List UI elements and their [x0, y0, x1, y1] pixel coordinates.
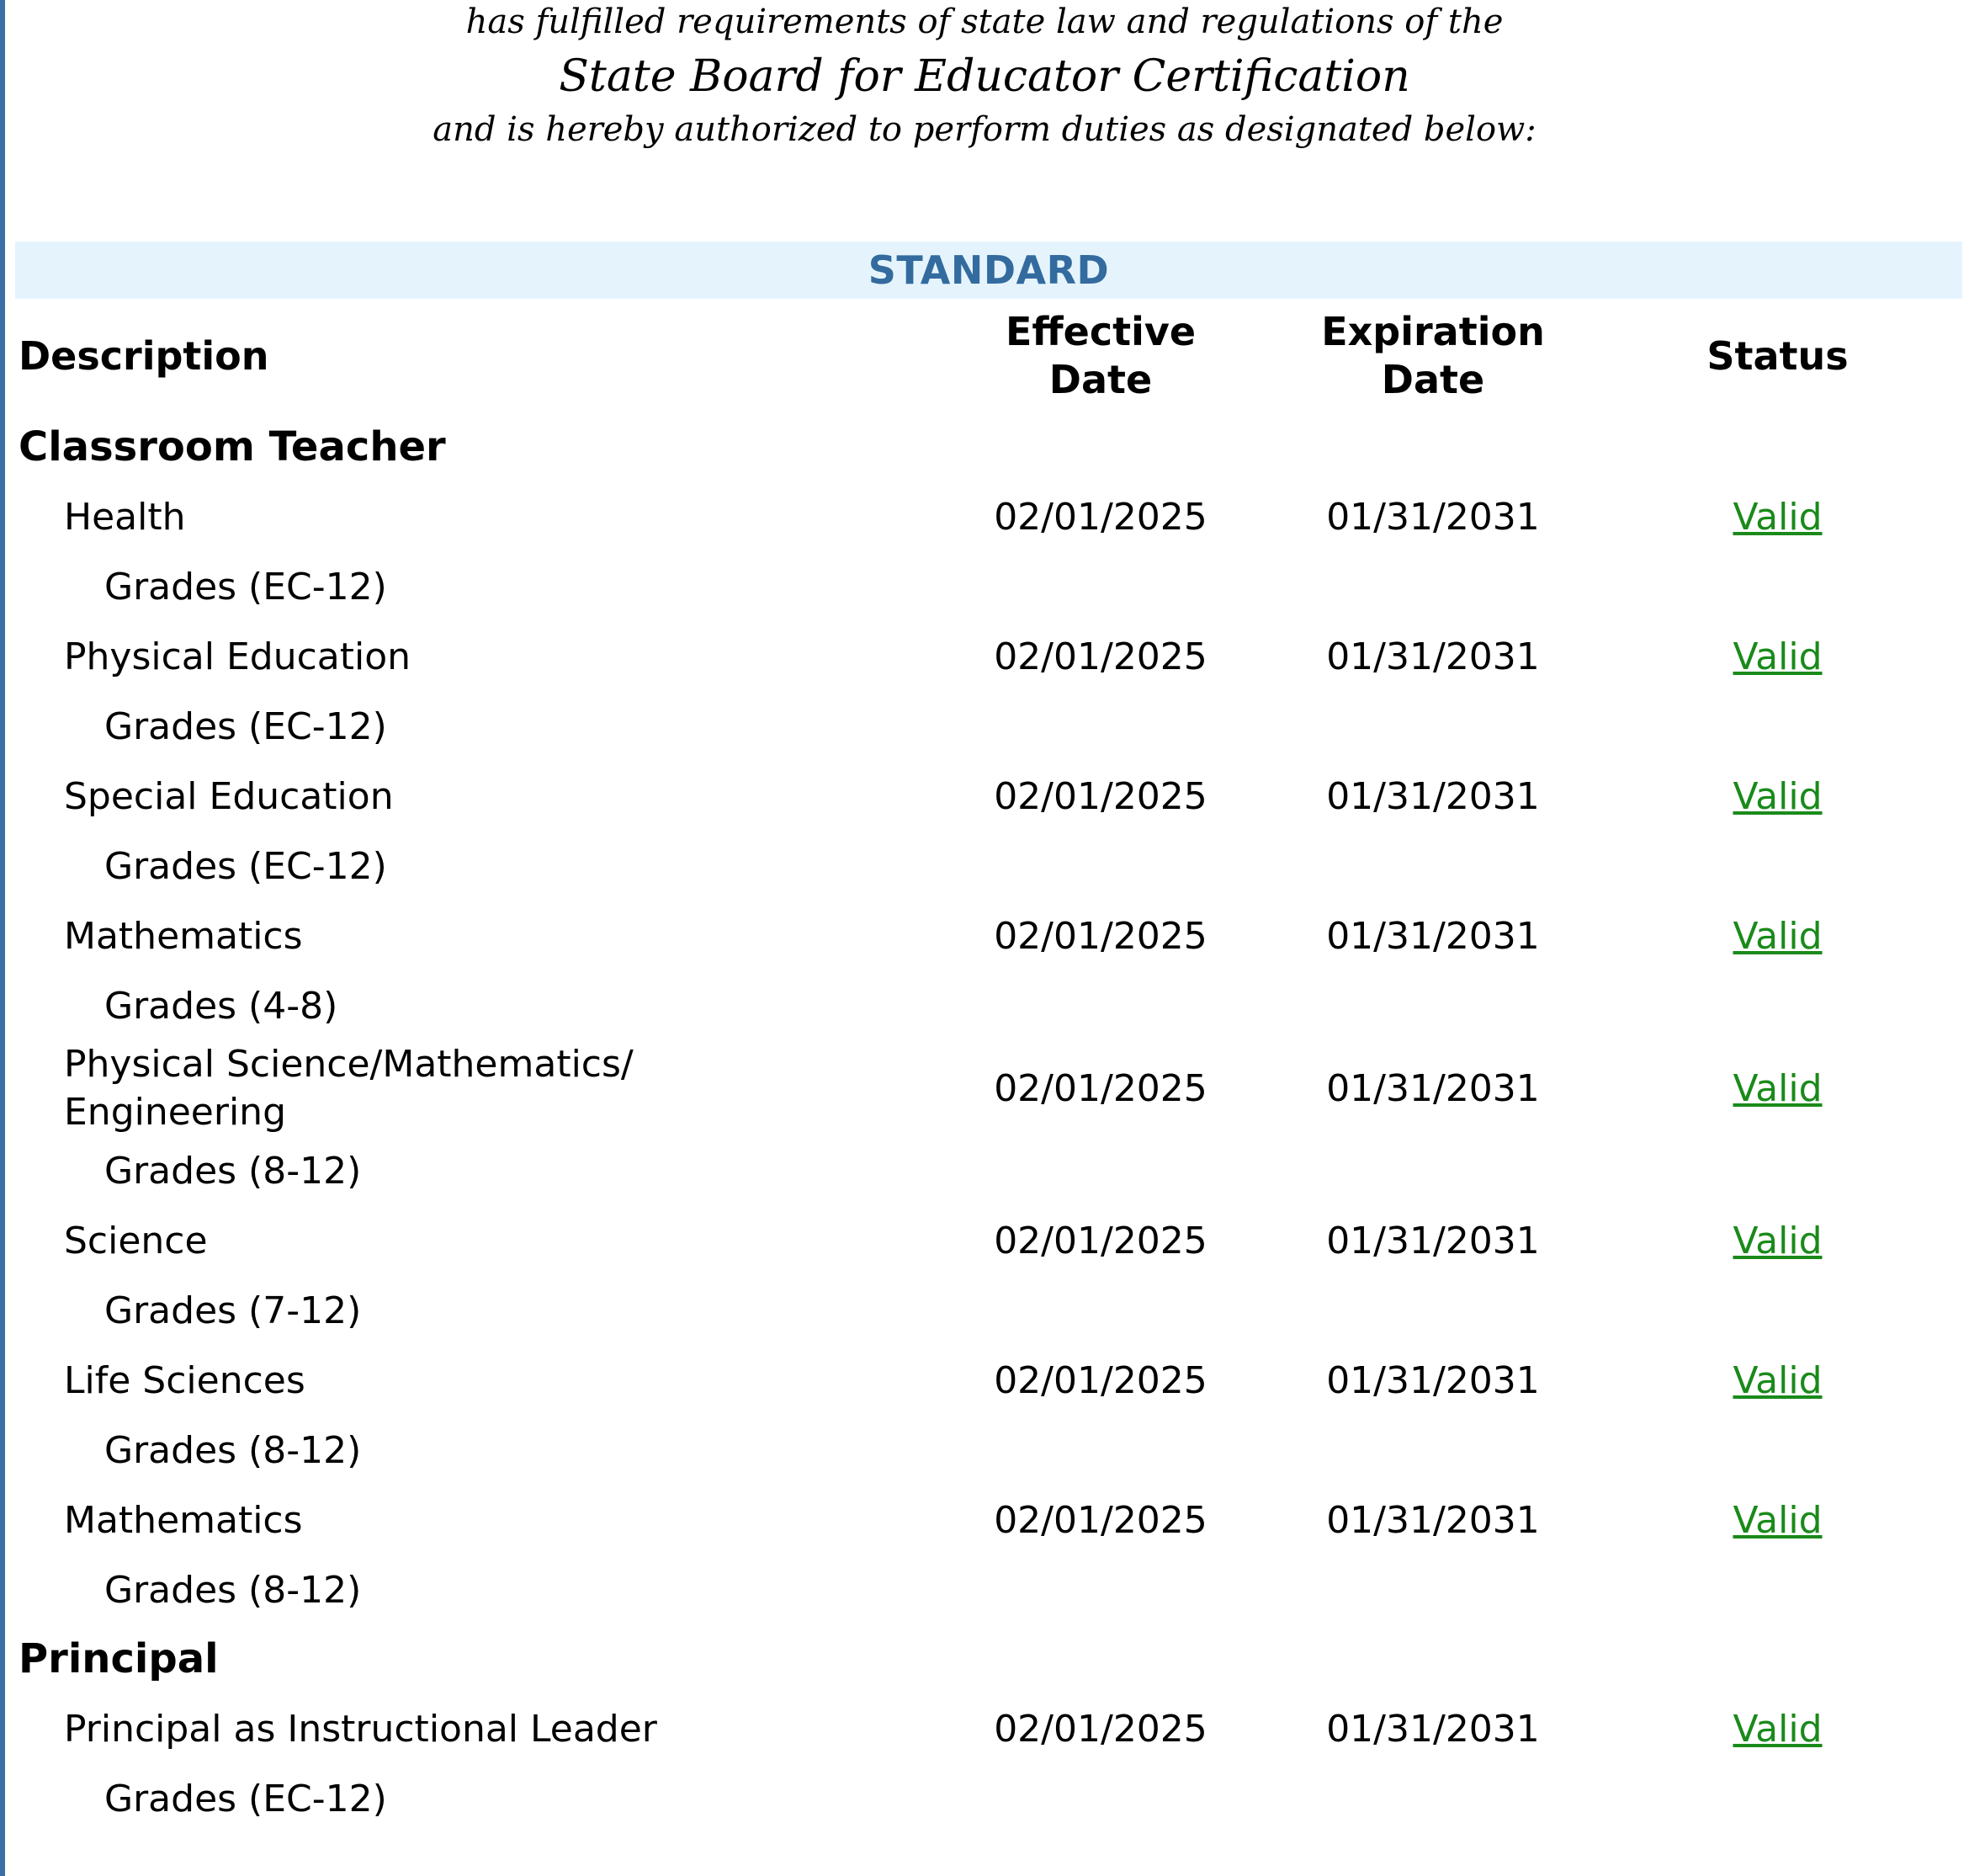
grade-range: Grades (EC-12)	[104, 844, 387, 888]
effective-date: 02/01/2025	[994, 774, 1207, 818]
expiration-date: 01/31/2031	[1326, 1066, 1540, 1110]
certificate-description: Physical Science/Mathematics/ Engineering	[64, 1043, 634, 1134]
table-row	[15, 1040, 1962, 1136]
certificate-description: Mathematics	[64, 914, 303, 958]
grade-range: Grades (7-12)	[104, 1289, 362, 1332]
effective-date: 02/01/2025	[994, 495, 1207, 539]
column-header-effective-date: Effective Date	[1005, 309, 1197, 402]
effective-date: 02/01/2025	[994, 1498, 1207, 1542]
certificate-description: Special Education	[64, 774, 394, 818]
effective-date: 02/01/2025	[994, 1066, 1207, 1110]
grade-row	[15, 1136, 1962, 1205]
grade-row	[15, 971, 1962, 1040]
table-row	[15, 761, 1962, 832]
status-cell	[1593, 761, 1962, 832]
column-header-description: Description	[19, 332, 269, 379]
status-cell	[1593, 901, 1962, 971]
certificate-description: Health	[64, 495, 186, 539]
grade-range: Grades (EC-12)	[104, 704, 387, 748]
status-valid-link[interactable]: Valid	[1733, 914, 1823, 958]
table-row	[15, 621, 1962, 692]
certificate-table	[15, 301, 1962, 1833]
grade-row	[15, 1416, 1962, 1485]
group-name: Classroom Teacher	[19, 423, 446, 470]
expiration-date: 01/31/2031	[1326, 1707, 1540, 1751]
table-row	[15, 1485, 1962, 1555]
certificate-description: Mathematics	[64, 1498, 303, 1542]
status-cell	[1593, 1205, 1962, 1276]
expiration-date: 01/31/2031	[1326, 1498, 1540, 1542]
status-cell	[1593, 481, 1962, 552]
expiration-date: 01/31/2031	[1326, 1358, 1540, 1402]
table-row	[15, 1345, 1962, 1416]
status-cell	[1593, 1040, 1962, 1136]
grade-range: Grades (8-12)	[104, 1428, 362, 1472]
status-cell	[1593, 1693, 1962, 1764]
effective-date: 02/01/2025	[994, 1219, 1207, 1262]
table-row	[15, 901, 1962, 971]
table-row	[15, 481, 1962, 552]
expiration-date: 01/31/2031	[1326, 914, 1540, 958]
grade-row	[15, 1276, 1962, 1345]
column-header-expiration-date: Expiration Date	[1321, 309, 1545, 402]
grade-row	[15, 1764, 1962, 1833]
certificate-description: Principal as Instructional Leader	[64, 1707, 657, 1751]
group-row-classroom-teacher	[15, 412, 1962, 481]
grade-row	[15, 552, 1962, 621]
expiration-date: 01/31/2031	[1326, 495, 1540, 539]
status-valid-link[interactable]: Valid	[1733, 1219, 1823, 1262]
expiration-date: 01/31/2031	[1326, 635, 1540, 678]
grade-row	[15, 1555, 1962, 1624]
status-cell	[1593, 621, 1962, 692]
status-valid-link[interactable]: Valid	[1733, 1498, 1823, 1542]
certificate-description: Life Sciences	[64, 1358, 305, 1402]
expiration-date: 01/31/2031	[1326, 774, 1540, 818]
grade-range: Grades (EC-12)	[104, 565, 387, 609]
expiration-date: 01/31/2031	[1326, 1219, 1540, 1262]
certificate-description: Science	[64, 1219, 208, 1262]
status-valid-link[interactable]: Valid	[1733, 1707, 1823, 1751]
effective-date: 02/01/2025	[994, 914, 1207, 958]
grade-row	[15, 832, 1962, 901]
group-name: Principal	[19, 1635, 219, 1682]
table-header-row	[15, 301, 1962, 412]
effective-date: 02/01/2025	[994, 1358, 1207, 1402]
preamble-line-3: and is hereby authorized to perform duties as designated below:	[433, 110, 1536, 149]
certificate-description: Physical Education	[64, 635, 411, 678]
status-valid-link[interactable]: Valid	[1733, 774, 1823, 818]
group-row-principal	[15, 1624, 1962, 1693]
status-valid-link[interactable]: Valid	[1733, 1066, 1823, 1110]
status-valid-link[interactable]: Valid	[1733, 635, 1823, 678]
effective-date: 02/01/2025	[994, 635, 1207, 678]
status-cell	[1593, 1485, 1962, 1555]
table-row	[15, 1693, 1962, 1764]
preamble-line-1: has fulfilled requirements of state law and regulations of the	[465, 3, 1504, 41]
status-cell	[1593, 1345, 1962, 1416]
column-header-status: Status	[1706, 332, 1849, 379]
grade-range: Grades (4-8)	[104, 984, 338, 1028]
grade-range: Grades (EC-12)	[104, 1777, 387, 1820]
grade-row	[15, 692, 1962, 761]
grade-range: Grades (8-12)	[104, 1149, 362, 1193]
grade-range: Grades (8-12)	[104, 1568, 362, 1612]
status-valid-link[interactable]: Valid	[1733, 1358, 1823, 1402]
preamble-board-name: State Board for Educator Certification	[559, 51, 1410, 102]
section-title-standard: STANDARD	[15, 242, 1962, 299]
effective-date: 02/01/2025	[994, 1707, 1207, 1751]
table-row	[15, 1205, 1962, 1276]
status-valid-link[interactable]: Valid	[1733, 495, 1823, 539]
left-border-rule	[0, 0, 5, 1876]
